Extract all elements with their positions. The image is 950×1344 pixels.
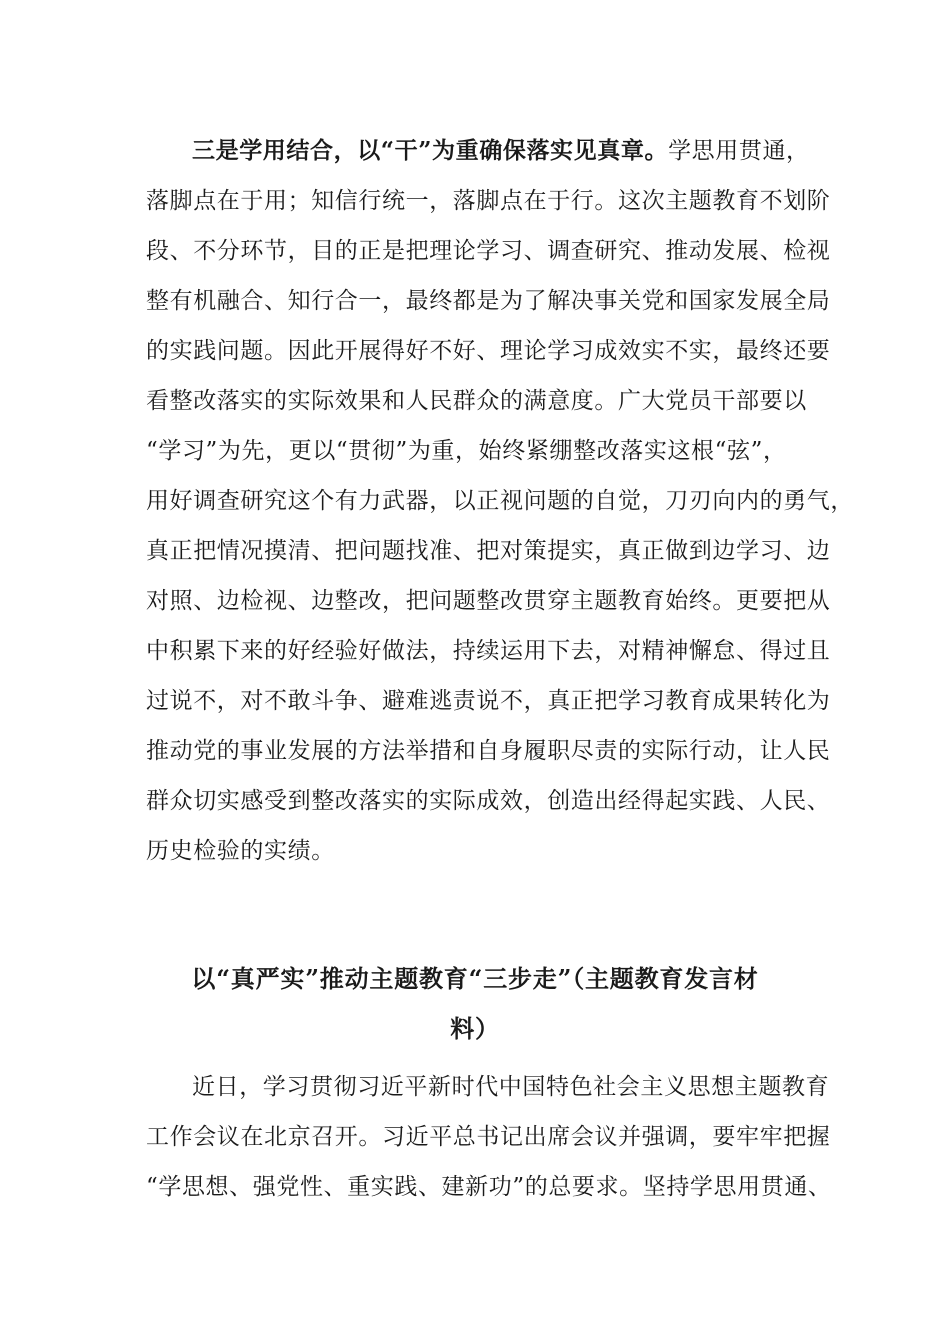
paragraph-line: 推动党的事业发展的方法举措和自身履职尽责的实际行动，让人民	[146, 738, 831, 764]
paragraph-line: 用好调查研究这个有力武器，以正视问题的自觉，刀刃向内的勇气，	[146, 488, 854, 514]
article-title-line-2: 料）	[450, 1014, 500, 1043]
article-intro-line: 工作会议在北京召开。习近平总书记出席会议并强调，要牢牢把握	[146, 1124, 831, 1150]
paragraph-line: 群众切实感受到整改落实的实际成效，创造出经得起实践、人民、	[146, 788, 831, 814]
article-intro-line: 近日，学习贯彻习近平新时代中国特色社会主义思想主题教育	[192, 1074, 830, 1100]
paragraph-line: 真正把情况摸清、把问题找准、把对策提实，真正做到边学习、边	[146, 538, 831, 564]
paragraph-line: 段、不分环节，目的正是把理论学习、调查研究、推动发展、检视	[146, 238, 831, 264]
paragraph-line: 历史检验的实绩。	[146, 838, 335, 864]
paragraph-line: 过说不，对不敢斗争、避难逃责说不，真正把学习教育成果转化为	[146, 688, 831, 714]
article-title-line-1: 以“真严实”推动主题教育“三步走”（主题教育发言材	[191, 964, 759, 993]
paragraph-line: 落脚点在于用；知信行统一，落脚点在于行。这次主题教育不划阶	[146, 188, 831, 214]
paragraph-line: “学习”为先，更以“贯彻”为重，始终紧绷整改落实这根“弦”，	[146, 438, 787, 464]
paragraph-line: 对照、边检视、边整改，把问题整改贯穿主题教育始终。更要把从	[146, 588, 831, 614]
paragraph-line: 中积累下来的好经验好做法，持续运用下去，对精神懈怠、得过且	[146, 638, 831, 664]
article-intro-line: “学思想、强党性、重实践、建新功”的总要求。坚持学思用贯通、	[146, 1174, 832, 1200]
section-one-first-line	[192, 136, 810, 166]
paragraph-line: 的实践问题。因此开展得好不好、理论学习成效实不实，最终还要	[146, 338, 831, 364]
paragraph-line: 看整改落实的实际效果和人民群众的满意度。广大党员干部要以	[146, 388, 807, 414]
section-one-lead-heading: 三是学用结合，以“干”为重确保落实见真章。	[192, 137, 669, 164]
paragraph-line: 整有机融合、知行合一，最终都是为了解决事关党和国家发展全局	[146, 288, 831, 314]
section-one-lead-text: 学思用贯通，	[668, 138, 810, 164]
